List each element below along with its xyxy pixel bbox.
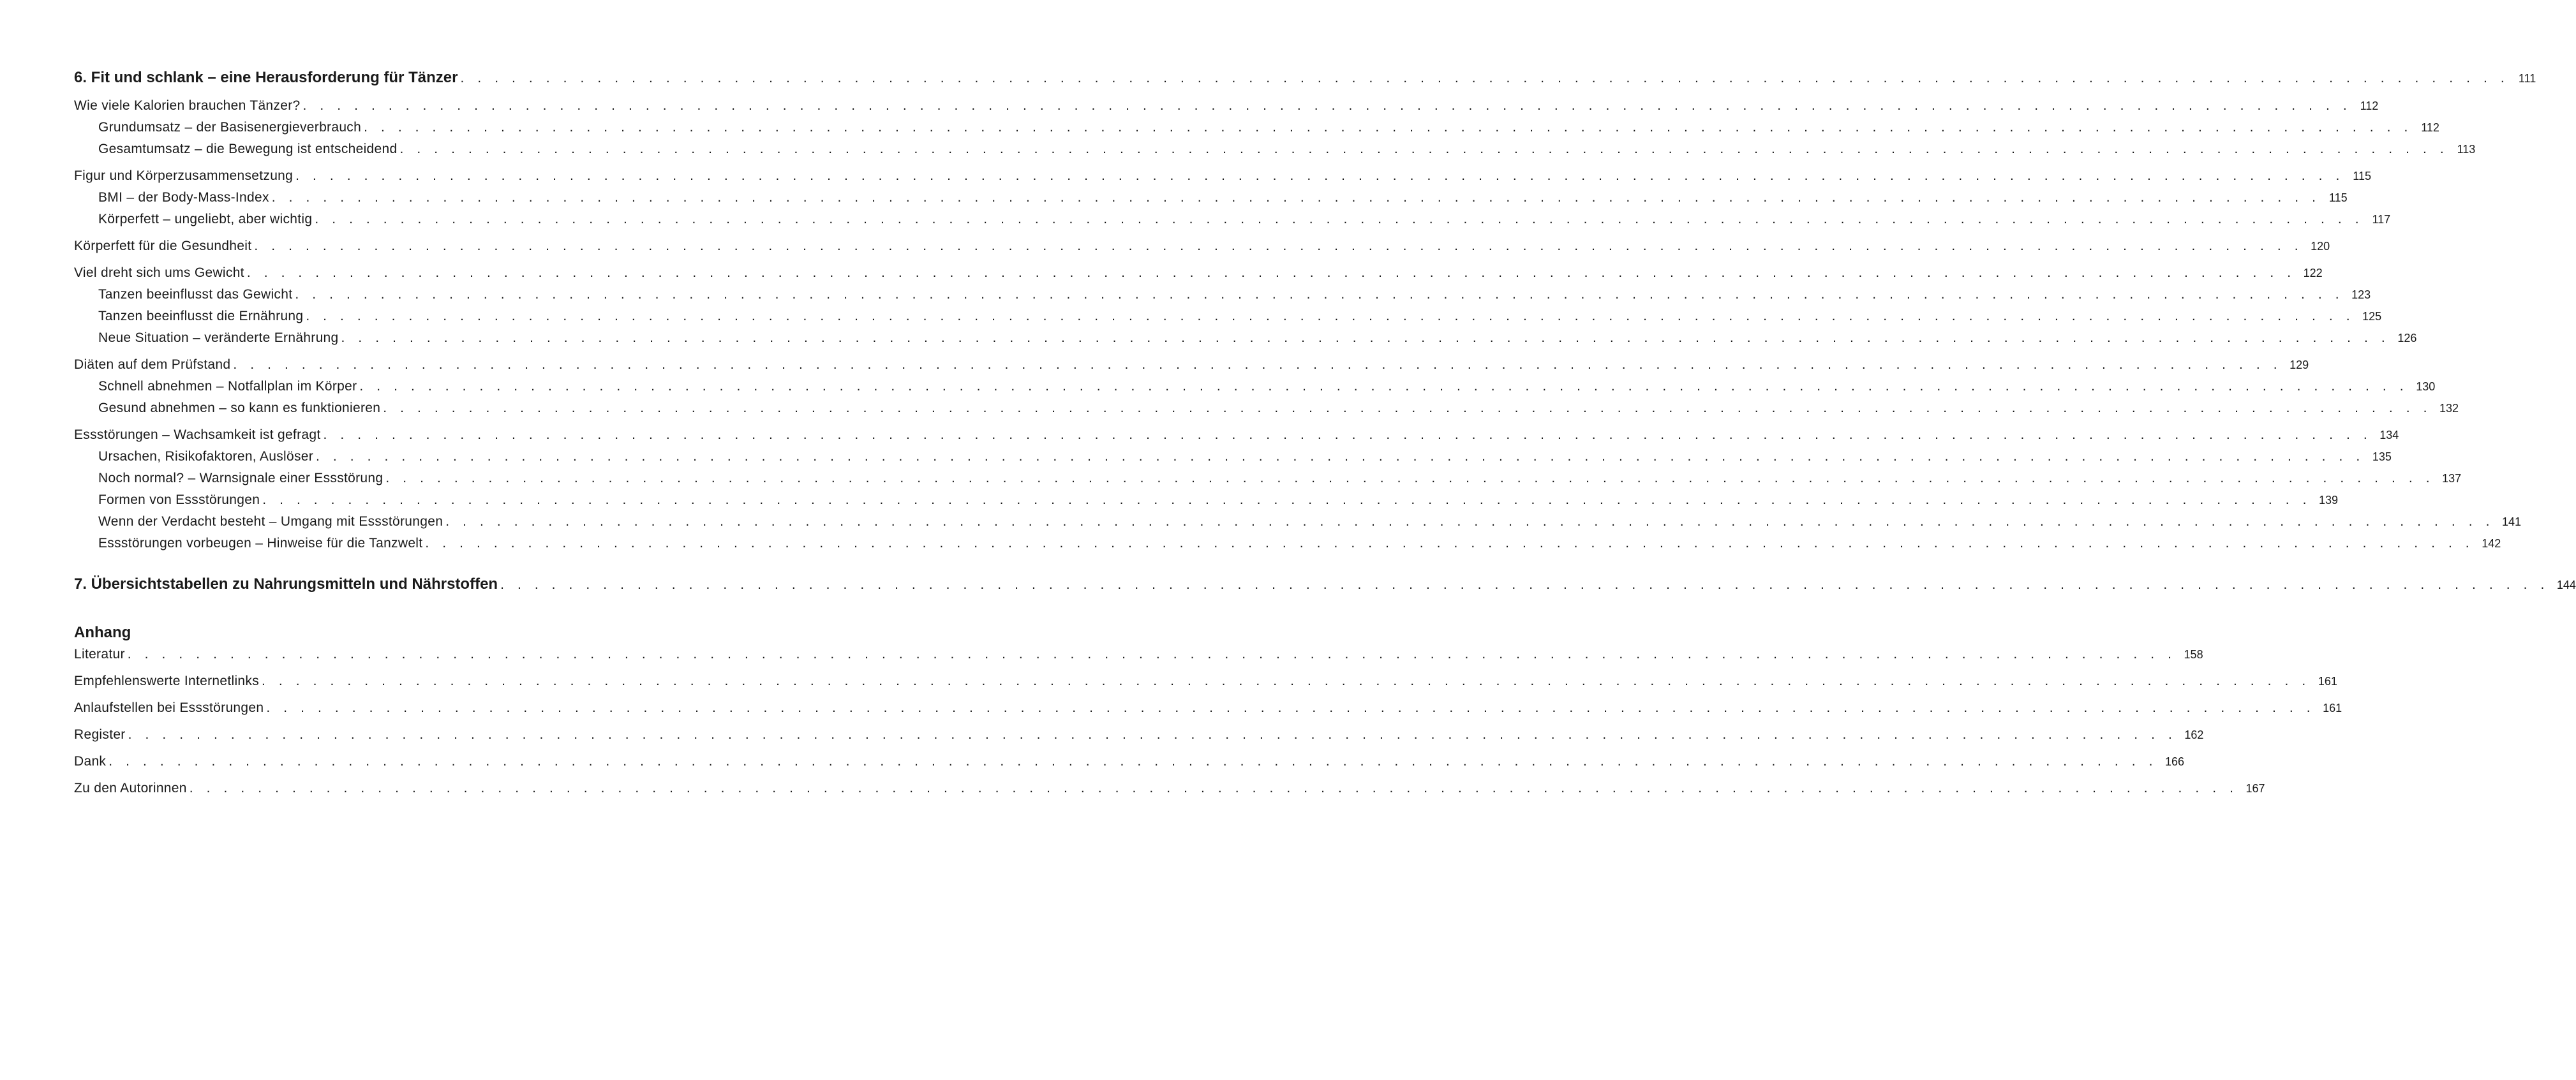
dot-leader: . . . . . . . . . . . . . . . . . . . . . . . . . . . . . . . . . . . . . . . . . . . . . . . . . . . . . . . . . . . . . . . . . . . . . . . . . . . . . . . . . . . . . . . . . . . . . . . . . . . . . . . . . . . . . . . . . . . . . . . . (359, 379, 2409, 394)
page-number: 162 (2184, 729, 2204, 741)
entry-title: Grundumsatz – der Basisenergieverbrauch (98, 120, 362, 135)
entry-title: Literatur (74, 647, 125, 662)
toc-subentry (74, 492, 2339, 514)
page-number: 123 (2351, 288, 2371, 301)
toc-subentry (74, 449, 2392, 471)
toc-subentry (74, 287, 2371, 309)
chapter-entry (74, 575, 2576, 600)
dot-leader: . . . . . . . . . . . . . . . . . . . . . . . . . . . . . . . . . . . . . . . . . . . . . . . . . . . . . . . . . . . . . . . . . . . . . . . . . . . . . . . . . . . . . . . . . . . . . . . . . . . . . . . . . . . . . . . . . . . . . . . . (127, 647, 2177, 662)
dot-leader: . . . . . . . . . . . . . . . . . . . . . . . . . . . . . . . . . . . . . . . . . . . . . . . . . . . . . . . . . . . . . . . . . . . . . . . . . . . . . . . . . . . . . . . . . . . . . . . . . . . . . . . . . . . . . . . . . . . . . . . . (385, 471, 2435, 485)
entry-title: Formen von Essstörungen (98, 492, 260, 507)
dot-leader: . . . . . . . . . . . . . . . . . . . . . . . . . . . . . . . . . . . . . . . . . . . . . . . . . . . . . . . . . . . . . . . . . . . . . . . . . . . . . . . . . . . . . . . . . . . . . . . . . . . . . . . . . . . . . . . . . . . . . . . . (262, 674, 2311, 688)
entry-title: Tanzen beeinflusst das Gewicht (98, 287, 293, 302)
page-number: 125 (2362, 310, 2382, 323)
appendix-entry (74, 674, 2337, 695)
entry-title: Wenn der Verdacht besteht – Umgang mit Essstörungen (98, 514, 443, 529)
dot-leader: . . . . . . . . . . . . . . . . . . . . . . . . . . . . . . . . . . . . . . . . . . . . . . . . . . . . . . . . . . . . . . . . . . . . . . . . . . . . . . . . . . . . . . . . . . . . . . . . . . . . . . . . . . . . . . . . . . . . . . . . (383, 401, 2432, 415)
entry-title: Diäten auf dem Prüfstand (74, 357, 231, 372)
page-number: 137 (2442, 472, 2462, 485)
dot-leader: . . . . . . . . . . . . . . . . . . . . . . . . . . . . . . . . . . . . . . . . . . . . . . . . . . . . . . . . . . . . . . . . . . . . . . . . . . . . . . . . . . . . . . . . . . . . . . . . . . . . . . . . . . . . . . . . . . . . . . . . (271, 190, 2321, 205)
toc-subentry (74, 190, 2348, 212)
page-number: 115 (2328, 191, 2348, 204)
toc-subentry (74, 309, 2382, 330)
dot-leader: . . . . . . . . . . . . . . . . . . . . . . . . . . . . . . . . . . . . . . . . . . . . . . . . . . . . . . . . . . . . . . . . . . . . . . . . . . . . . . . . . . . . . . . . . . . . . . . . . . . . . . . . . . . . . . . . . . . . . . . . (246, 265, 2296, 280)
page-number: 161 (2318, 675, 2337, 688)
dot-leader: . . . . . . . . . . . . . . . . . . . . . . . . . . . . . . . . . . . . . . . . . . . . . . . . . . . . . . . . . . . . . . . . . . . . . . . . . . . . . . . . . . . . . . . . . . . . . . . . . . . . . . . . . . . . . . . . . . . . . . . . (295, 168, 2344, 183)
entry-title: Viel dreht sich ums Gewicht (74, 265, 244, 280)
entry-title: Empfehlenswerte Internetlinks (74, 674, 260, 688)
page-number: 113 (2457, 143, 2476, 156)
toc-subentry (74, 471, 2462, 492)
toc-entry (74, 239, 2330, 260)
dot-leader: . . . . . . . . . . . . . . . . . . . . . . . . . . . . . . . . . . . . . . . . . . . . . . . . . . . . . . . . . . . . . . . . . . . . . . . . . . . . . . . . . . . . . . . . . . . . . . . . . . . . . . . . . . . . . . . . . . . . . . . . (302, 98, 2352, 113)
page-number: 111 (2518, 72, 2536, 85)
dot-leader: . . . . . . . . . . . . . . . . . . . . . . . . . . . . . . . . . . . . . . . . . . . . . . . . . . . . . . . . . . . . . . . . . . . . . . . . . . . . . . . . . . . . . . . . . . . . . . . . . . . . . . . . . . . . . . . . . . . . . . . . (323, 427, 2372, 442)
entry-title: Gesamtumsatz – die Bewegung ist entscheidend (98, 142, 398, 156)
toc-entry (74, 168, 2371, 190)
page-number: 122 (2303, 267, 2323, 279)
appendix-entry (74, 700, 2342, 722)
dot-leader: . . . . . . . . . . . . . . . . . . . . . . . . . . . . . . . . . . . . . . . . . . . . . . . . . . . . . . . . . . . . . . . . . . . . . . . . . . . . . . . . . . . . . . . . . . . . . . . . . . . . . . . . . . . . . . . . . . . . . . . . (233, 357, 2282, 372)
entry-title: 6. Fit und schlank – eine Herausforderung für Tänzer (74, 69, 458, 86)
appendix-heading: Anhang (74, 624, 131, 641)
entry-title: Essstörungen – Wachsamkeit ist gefragt (74, 427, 321, 442)
entry-title: Ursachen, Risikofaktoren, Auslöser (98, 449, 314, 464)
entry-title: Anlaufstellen bei Essstörungen (74, 700, 264, 715)
dot-leader: . . . . . . . . . . . . . . . . . . . . . . . . . . . . . . . . . . . . . . . . . . . . . . . . . . . . . . . . . . . . . . . . . . . . . . . . . . . . . . . . . . . . . . . . . . . . . . . . . . . . . . . . . . . . . . . . . . . . . . . . (189, 781, 2238, 795)
page-number: 115 (2353, 170, 2371, 182)
entry-title: Tanzen beeinflusst die Ernährung (98, 309, 304, 323)
table-of-contents (74, 69, 2576, 803)
entry-title: BMI – der Body-Mass-Index (98, 190, 269, 205)
page-number: 167 (2245, 782, 2265, 795)
page-number: 134 (2379, 429, 2399, 441)
page-number: 126 (2397, 332, 2417, 344)
page-number: 112 (2360, 100, 2379, 112)
dot-leader: . . . . . . . . . . . . . . . . . . . . . . . . . . . . . . . . . . . . . . . . . . . . . . . . . . . . . . . . . . . . . . . . . . . . . . . . . . . . . . . . . . . . . . . . . . . . . . . . . . . . . . . . . . . . . . . . . . . . . . . . (108, 754, 2158, 769)
dot-leader: . . . . . . . . . . . . . . . . . . . . . . . . . . . . . . . . . . . . . . . . . . . . . . . . . . . . . . . . . . . . . . . . . . . . . . . . . . . . . . . . . . . . . . . . . . . . . . . . . . . . . . . . . . . . . . . . . . . . . . . . (254, 239, 2304, 253)
dot-leader: . . . . . . . . . . . . . . . . . . . . . . . . . . . . . . . . . . . . . . . . . . . . . . . . . . . . . . . . . . . . . . . . . . . . . . . . . . . . . . . . . . . . . . . . . . . . . . . . . . . . . . . . . . . . . . . . . . . . . . . . (262, 492, 2312, 507)
page-number: 135 (2372, 450, 2392, 463)
page-number: 112 (2421, 121, 2439, 134)
entry-title: Register (74, 727, 126, 742)
dot-leader: . . . . . . . . . . . . . . . . . . . . . . . . . . . . . . . . . . . . . . . . . . . . . . . . . . . . . . . . . . . . . . . . . . . . . . . . . . . . . . . . . . . . . . . . . . . . . . . . . . . . . . . . . . . . . . . . . . . . . . . . (341, 330, 2390, 345)
toc-subentry (74, 120, 2439, 142)
toc-entry (74, 265, 2323, 287)
entry-title: Zu den Autorinnen (74, 781, 187, 795)
dot-leader: . . . . . . . . . . . . . . . . . . . . . . . . . . . . . . . . . . . . . . . . . . . . . . . . . . . . . . . . . . . . . . . . . . . . . . . . . . . . . . . . . . . . . . . . . . . . . . . . . . . . . . . . . . . . . . . . . . . . . . . . (128, 727, 2177, 742)
toc-entry (74, 357, 2309, 379)
entry-title: Körperfett – ungeliebt, aber wichtig (98, 212, 313, 226)
page-number: 142 (2482, 537, 2501, 550)
toc-subentry (74, 379, 2436, 401)
entry-title: Neue Situation – veränderte Ernährung (98, 330, 339, 345)
page-number: 120 (2311, 240, 2330, 253)
entry-title: Dank (74, 754, 107, 769)
dot-leader: . . . . . . . . . . . . . . . . . . . . . . . . . . . . . . . . . . . . . . . . . . . . . . . . . . . . . . . . . . . . . . . . . . . . . . . . . . . . . . . . . . . . . . . . . . . . . . . . . . . . . . . . . . . . . . . . . . . . . . . . (364, 120, 2413, 135)
toc-entry (74, 427, 2399, 449)
toc-entry (74, 98, 2379, 120)
appendix-entry (74, 781, 2265, 803)
entry-title: Figur und Körperzusammensetzung (74, 168, 294, 183)
dot-leader: . . . . . . . . . . . . . . . . . . . . . . . . . . . . . . . . . . . . . . . . . . . . . . . . . . . . . . . . . . . . . . . . . . . . . . . . . . . . . . . . . . . . . . . . . . . . . . . . . . . . . . . . . . . . . . . . . . . . . . . . (306, 309, 2355, 323)
page-number: 141 (2502, 515, 2522, 528)
toc-subentry (74, 401, 2459, 422)
page-number: 161 (2323, 702, 2342, 714)
page-number: 158 (2184, 648, 2203, 661)
dot-leader: . . . . . . . . . . . . . . . . . . . . . . . . . . . . . . . . . . . . . . . . . . . . . . . . . . . . . . . . . . . . . . . . . . . . . . . . . . . . . . . . . . . . . . . . . . . . . . . . . . . . . . . . . . . . . . . . . . . . . . . . (266, 700, 2316, 715)
entry-title: 7. Übersichtstabellen zu Nahrungsmitteln und Nährstoffen (74, 575, 498, 593)
entry-title: Wie viele Kalorien brauchen Tänzer? (74, 98, 301, 113)
dot-leader: . . . . . . . . . . . . . . . . . . . . . . . . . . . . . . . . . . . . . . . . . . . . . . . . . . . . . . . . . . . . . . . . . . . . . . . . . . . . . . . . . . . . . . . . . . . . . . . . . . . . . . . . . . . . . . . . . . . . . . . . (500, 577, 2549, 592)
page-number: 166 (2165, 755, 2185, 768)
entry-title: Essstörungen vorbeugen – Hinweise für die Tanzwelt (98, 536, 423, 551)
dot-leader: . . . . . . . . . . . . . . . . . . . . . . . . . . . . . . . . . . . . . . . . . . . . . . . . . . . . . . . . . . . . . . . . . . . . . . . . . . . . . . . . . . . . . . . . . . . . . . . . . . . . . . . . . . . . . . . . . . . . . . . . (315, 212, 2364, 226)
dot-leader: . . . . . . . . . . . . . . . . . . . . . . . . . . . . . . . . . . . . . . . . . . . . . . . . . . . . . . . . . . . . . . . . . . . . . . . . . . . . . . . . . . . . . . . . . . . . . . . . . . . . . . . . . . . . . . . . . . . . . . . . (399, 142, 2449, 156)
appendix-entry (74, 754, 2185, 776)
toc-subentry (74, 330, 2417, 352)
toc-subentry (74, 142, 2476, 163)
entry-title: Körperfett für die Gesundheit (74, 239, 252, 253)
page-number: 130 (2416, 380, 2436, 393)
dot-leader: . . . . . . . . . . . . . . . . . . . . . . . . . . . . . . . . . . . . . . . . . . . . . . . . . . . . . . . . . . . . . . . . . . . . . . . . . . . . . . . . . . . . . . . . . . . . . . . . . . . . . . . . . . . . . . . . . . . . . . . . (425, 536, 2475, 551)
toc-subentry (74, 536, 2501, 558)
page-number: 129 (2289, 359, 2309, 371)
toc-subentry (74, 212, 2391, 233)
entry-title: Noch normal? – Warnsignale einer Essstörung (98, 471, 383, 485)
entry-title: Schnell abnehmen – Notfallplan im Körper (98, 379, 357, 394)
page-number: 144 (2556, 579, 2576, 591)
chapter-entry (74, 69, 2536, 93)
appendix-entry (74, 647, 2203, 669)
dot-leader: . . . . . . . . . . . . . . . . . . . . . . . . . . . . . . . . . . . . . . . . . . . . . . . . . . . . . . . . . . . . . . . . . . . . . . . . . . . . . . . . . . . . . . . . . . . . . . . . . . . . . . . . . . . . . . . . . . . . . . . . (460, 71, 2510, 85)
appendix-entry (74, 727, 2204, 749)
dot-leader: . . . . . . . . . . . . . . . . . . . . . . . . . . . . . . . . . . . . . . . . . . . . . . . . . . . . . . . . . . . . . . . . . . . . . . . . . . . . . . . . . . . . . . . . . . . . . . . . . . . . . . . . . . . . . . . . . . . . . . . . (445, 514, 2495, 529)
dot-leader: . . . . . . . . . . . . . . . . . . . . . . . . . . . . . . . . . . . . . . . . . . . . . . . . . . . . . . . . . . . . . . . . . . . . . . . . . . . . . . . . . . . . . . . . . . . . . . . . . . . . . . . . . . . . . . . . . . . . . . . . (295, 287, 2344, 302)
toc-subentry (74, 514, 2522, 536)
entry-title: Gesund abnehmen – so kann es funktionieren (98, 401, 381, 415)
dot-leader: . . . . . . . . . . . . . . . . . . . . . . . . . . . . . . . . . . . . . . . . . . . . . . . . . . . . . . . . . . . . . . . . . . . . . . . . . . . . . . . . . . . . . . . . . . . . . . . . . . . . . . . . . . . . . . . . . . . . . . . . (316, 449, 2365, 464)
page-number: 132 (2439, 402, 2459, 415)
page-number: 117 (2372, 213, 2391, 226)
page-number: 139 (2319, 494, 2339, 507)
